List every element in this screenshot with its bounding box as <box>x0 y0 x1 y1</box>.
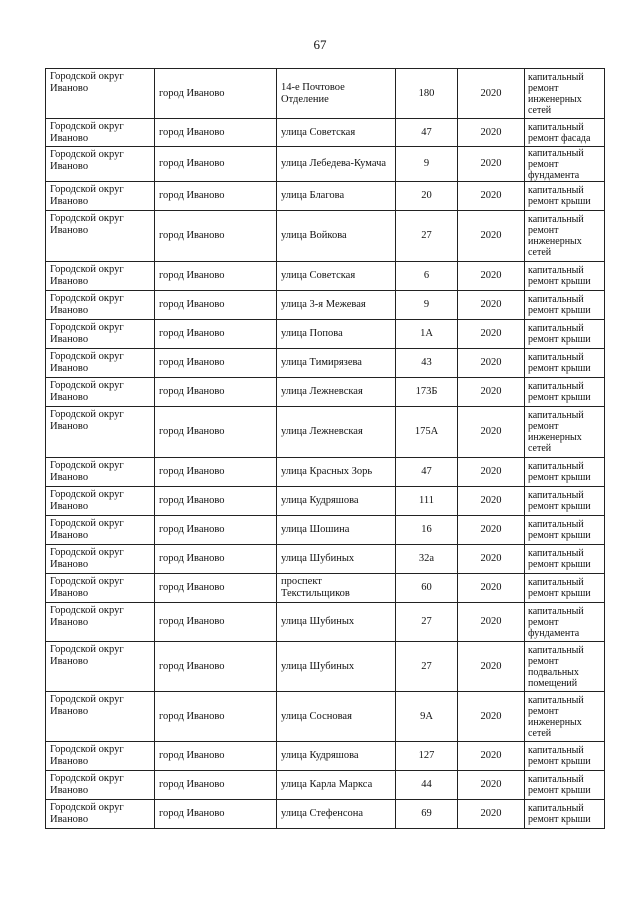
house-number-cell: 27 <box>396 642 458 692</box>
table-row <box>46 771 605 800</box>
house-number-cell: 47 <box>396 119 458 147</box>
settlement-cell: город Иваново <box>155 692 277 742</box>
settlement-cell: город Иваново <box>155 574 277 603</box>
year-cell: 2020 <box>458 574 525 603</box>
street-cell: улица Кудряшова <box>277 742 396 771</box>
year-cell: 2020 <box>458 692 525 742</box>
house-number-cell: 6 <box>396 262 458 291</box>
street-cell: улица Кудряшова <box>277 487 396 516</box>
year-cell: 2020 <box>458 603 525 642</box>
municipality-cell: Городской округ Иваново <box>46 211 155 262</box>
year-cell: 2020 <box>458 487 525 516</box>
municipality-cell: Городской округ Иваново <box>46 458 155 487</box>
street-cell: улица Тимирязева <box>277 349 396 378</box>
table-row <box>46 349 605 378</box>
work-type-cell: капитальный ремонт крыши <box>525 378 605 407</box>
year-cell: 2020 <box>458 800 525 829</box>
page-number: 67 <box>313 37 327 52</box>
house-number-cell: 27 <box>396 211 458 262</box>
street-cell: улица Шубиных <box>277 603 396 642</box>
work-type-cell: капитальный ремонт крыши <box>525 262 605 291</box>
house-number-cell: 27 <box>396 603 458 642</box>
settlement-cell: город Иваново <box>155 603 277 642</box>
house-number-cell: 175А <box>396 407 458 458</box>
street-cell: улица Лебедева-Кумача <box>277 147 396 182</box>
municipality-cell: Городской округ Иваново <box>46 487 155 516</box>
settlement-cell: город Иваново <box>155 487 277 516</box>
house-number-cell: 43 <box>396 349 458 378</box>
settlement-cell: город Иваново <box>155 642 277 692</box>
municipality-cell: Городской округ Иваново <box>46 147 155 182</box>
house-number-cell: 180 <box>396 69 458 119</box>
year-cell: 2020 <box>458 516 525 545</box>
municipality-cell: Городской округ Иваново <box>46 349 155 378</box>
municipality-cell: Городской округ Иваново <box>46 771 155 800</box>
work-type-cell: капитальный ремонт крыши <box>525 742 605 771</box>
house-number-cell: 60 <box>396 574 458 603</box>
house-number-cell: 47 <box>396 458 458 487</box>
table-row <box>46 182 605 211</box>
street-cell: улица 3-я Межевая <box>277 291 396 320</box>
work-type-cell: капитальный ремонт крыши <box>525 458 605 487</box>
municipality-cell: Городской округ Иваново <box>46 182 155 211</box>
year-cell: 2020 <box>458 182 525 211</box>
table-row <box>46 262 605 291</box>
settlement-cell: город Иваново <box>155 119 277 147</box>
settlement-cell: город Иваново <box>155 458 277 487</box>
street-cell: улица Красных Зорь <box>277 458 396 487</box>
table-row <box>46 407 605 458</box>
work-type-cell: капитальный ремонт фундамента <box>525 603 605 642</box>
work-type-cell: капитальный ремонт крыши <box>525 320 605 349</box>
table-row <box>46 378 605 407</box>
street-cell: улица Шубиных <box>277 545 396 574</box>
work-type-cell: капитальный ремонт крыши <box>525 182 605 211</box>
settlement-cell: город Иваново <box>155 211 277 262</box>
work-type-cell: капитальный ремонт инженерных сетей <box>525 407 605 458</box>
street-cell: улица Войкова <box>277 211 396 262</box>
street-cell: улица Сосновая <box>277 692 396 742</box>
settlement-cell: город Иваново <box>155 69 277 119</box>
municipality-cell: Городской округ Иваново <box>46 692 155 742</box>
table-row <box>46 642 605 692</box>
work-type-cell: капитальный ремонт подвальных помещений <box>525 642 605 692</box>
table-row <box>46 211 605 262</box>
settlement-cell: город Иваново <box>155 545 277 574</box>
table-row <box>46 742 605 771</box>
year-cell: 2020 <box>458 349 525 378</box>
repair-schedule-table <box>45 68 605 829</box>
year-cell: 2020 <box>458 69 525 119</box>
house-number-cell: 69 <box>396 800 458 829</box>
municipality-cell: Городской округ Иваново <box>46 291 155 320</box>
municipality-cell: Городской округ Иваново <box>46 603 155 642</box>
street-cell: улица Стефенсона <box>277 800 396 829</box>
year-cell: 2020 <box>458 771 525 800</box>
municipality-cell: Городской округ Иваново <box>46 642 155 692</box>
municipality-cell: Городской округ Иваново <box>46 320 155 349</box>
municipality-cell: Городской округ Иваново <box>46 378 155 407</box>
settlement-cell: город Иваново <box>155 291 277 320</box>
table-row <box>46 487 605 516</box>
table-row <box>46 800 605 829</box>
municipality-cell: Городской округ Иваново <box>46 574 155 603</box>
street-cell: улица Советская <box>277 119 396 147</box>
work-type-cell: капитальный ремонт крыши <box>525 771 605 800</box>
year-cell: 2020 <box>458 291 525 320</box>
settlement-cell: город Иваново <box>155 800 277 829</box>
municipality-cell: Городской округ Иваново <box>46 545 155 574</box>
year-cell: 2020 <box>458 378 525 407</box>
work-type-cell: капитальный ремонт фасада <box>525 119 605 147</box>
settlement-cell: город Иваново <box>155 349 277 378</box>
year-cell: 2020 <box>458 642 525 692</box>
settlement-cell: город Иваново <box>155 378 277 407</box>
settlement-cell: город Иваново <box>155 262 277 291</box>
municipality-cell: Городской округ Иваново <box>46 742 155 771</box>
table-row <box>46 545 605 574</box>
municipality-cell: Городской округ Иваново <box>46 516 155 545</box>
settlement-cell: город Иваново <box>155 320 277 349</box>
house-number-cell: 20 <box>396 182 458 211</box>
street-cell: проспект Текстильщиков <box>277 574 396 603</box>
table-row <box>46 291 605 320</box>
house-number-cell: 44 <box>396 771 458 800</box>
table-row <box>46 516 605 545</box>
work-type-cell: капитальный ремонт крыши <box>525 291 605 320</box>
work-type-cell: капитальный ремонт инженерных сетей <box>525 211 605 262</box>
table-row <box>46 147 605 182</box>
street-cell: улица Лежневская <box>277 407 396 458</box>
street-cell: улица Лежневская <box>277 378 396 407</box>
work-type-cell: капитальный ремонт инженерных сетей <box>525 69 605 119</box>
work-type-cell: капитальный ремонт крыши <box>525 800 605 829</box>
work-type-cell: капитальный ремонт крыши <box>525 574 605 603</box>
municipality-cell: Городской округ Иваново <box>46 800 155 829</box>
street-cell: 14-е Почтовое Отделение <box>277 69 396 119</box>
house-number-cell: 1А <box>396 320 458 349</box>
year-cell: 2020 <box>458 742 525 771</box>
settlement-cell: город Иваново <box>155 771 277 800</box>
year-cell: 2020 <box>458 262 525 291</box>
settlement-cell: город Иваново <box>155 742 277 771</box>
house-number-cell: 32а <box>396 545 458 574</box>
year-cell: 2020 <box>458 320 525 349</box>
house-number-cell: 173Б <box>396 378 458 407</box>
work-type-cell: капитальный ремонт фундамента <box>525 147 605 182</box>
house-number-cell: 16 <box>396 516 458 545</box>
work-type-cell: капитальный ремонт крыши <box>525 349 605 378</box>
work-type-cell: капитальный ремонт крыши <box>525 516 605 545</box>
table-row <box>46 603 605 642</box>
settlement-cell: город Иваново <box>155 147 277 182</box>
year-cell: 2020 <box>458 211 525 262</box>
year-cell: 2020 <box>458 407 525 458</box>
work-type-cell: капитальный ремонт инженерных сетей <box>525 692 605 742</box>
work-type-cell: капитальный ремонт крыши <box>525 487 605 516</box>
settlement-cell: город Иваново <box>155 516 277 545</box>
municipality-cell: Городской округ Иваново <box>46 119 155 147</box>
settlement-cell: город Иваново <box>155 407 277 458</box>
municipality-cell: Городской округ Иваново <box>46 262 155 291</box>
street-cell: улица Благова <box>277 182 396 211</box>
year-cell: 2020 <box>458 119 525 147</box>
municipality-cell: Городской округ Иваново <box>46 69 155 119</box>
year-cell: 2020 <box>458 147 525 182</box>
house-number-cell: 9 <box>396 147 458 182</box>
year-cell: 2020 <box>458 458 525 487</box>
table-row <box>46 574 605 603</box>
municipality-cell: Городской округ Иваново <box>46 407 155 458</box>
house-number-cell: 127 <box>396 742 458 771</box>
work-type-cell: капитальный ремонт крыши <box>525 545 605 574</box>
table-row <box>46 320 605 349</box>
house-number-cell: 111 <box>396 487 458 516</box>
table-body <box>46 69 605 829</box>
street-cell: улица Карла Маркса <box>277 771 396 800</box>
table-row <box>46 692 605 742</box>
street-cell: улица Попова <box>277 320 396 349</box>
house-number-cell: 9А <box>396 692 458 742</box>
year-cell: 2020 <box>458 545 525 574</box>
table-row <box>46 119 605 147</box>
house-number-cell: 9 <box>396 291 458 320</box>
street-cell: улица Шошина <box>277 516 396 545</box>
table-row <box>46 69 605 119</box>
table-row <box>46 458 605 487</box>
street-cell: улица Советская <box>277 262 396 291</box>
settlement-cell: город Иваново <box>155 182 277 211</box>
street-cell: улица Шубиных <box>277 642 396 692</box>
